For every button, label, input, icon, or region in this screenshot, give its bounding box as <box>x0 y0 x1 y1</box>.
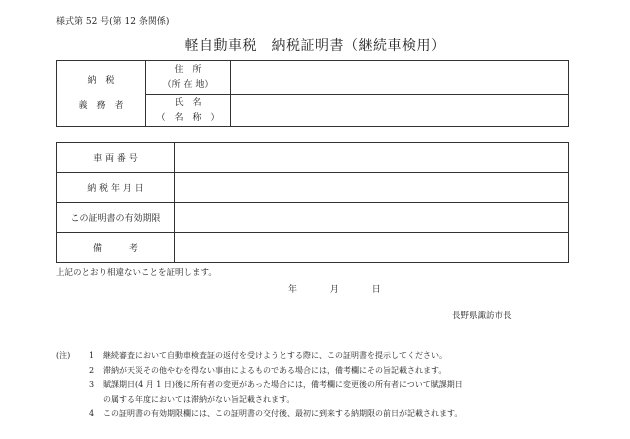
taxpayer-table <box>56 60 569 127</box>
form-number: 様式第 52 号(第 12 条関係) <box>56 17 170 27</box>
notes-prefix: (注) <box>56 351 71 360</box>
details-table <box>56 142 569 263</box>
certification-statement: 上記のとおり相違ないことを証明します。 <box>56 268 217 278</box>
address-value-field[interactable] <box>231 61 569 95</box>
note-number: 1 <box>89 351 95 360</box>
date-day: 日 <box>371 285 381 295</box>
note-item <box>56 349 463 364</box>
taxpayer-label-line1: 納 税 <box>87 75 115 86</box>
vehicle-number-label: 車 両 番 号 <box>57 143 175 173</box>
validity-field[interactable] <box>175 203 569 233</box>
document-title: 軽自動車税 納税証明書（継続車検用） <box>184 38 446 54</box>
notes-section <box>56 349 463 422</box>
remarks-field[interactable] <box>175 233 569 263</box>
note-text: 賦課期日(4 月 1 日)後に所有者の変更があった場合には，備考欄に変更後の所有者について賦課期日 <box>103 380 463 389</box>
vehicle-number-field[interactable] <box>175 143 569 173</box>
note-text: この証明書の有効期限欄には、この証明書の交付後、最初に到来する納期限の前日が記載されます。 <box>103 409 463 418</box>
note-text: 滞納が天災その他やむを得ない事由によるものである場合には，備考欄にその旨記載されます。 <box>103 365 447 375</box>
date-line <box>288 282 399 295</box>
note-number: 2 <box>89 365 95 375</box>
note-text: 継続審査において自動車検査証の返付を受けようとする際に、この証明書を提示してください。 <box>103 351 447 360</box>
name-label-2: （ 名 称 ） <box>156 112 220 123</box>
payment-date-label: 納 税 年 月 日 <box>57 173 175 203</box>
validity-label: この証明書の有効期限 <box>57 203 175 233</box>
remarks-label: 備 考 <box>57 233 175 263</box>
note-continuation: の属する年度においては滞納がない旨記載されます。 <box>103 394 295 404</box>
note-number: 4 <box>89 409 95 418</box>
date-year: 年 <box>288 285 298 295</box>
date-month: 月 <box>329 285 339 295</box>
taxpayer-label-line2: 義 務 者 <box>78 100 124 111</box>
name-label-1: 氏 名 <box>174 98 202 109</box>
note-item <box>56 407 463 422</box>
address-label-1: 住 所 <box>174 65 202 76</box>
name-label-cell <box>146 95 231 127</box>
payment-date-field[interactable] <box>175 173 569 203</box>
taxpayer-label-cell <box>57 61 146 127</box>
note-item <box>56 364 463 379</box>
address-label-2: （所 在 地） <box>162 79 214 90</box>
address-label-cell <box>146 61 231 95</box>
note-item <box>56 378 463 393</box>
name-value-field[interactable] <box>231 95 569 127</box>
issuer-name: 長野県諏訪市長 <box>452 311 512 321</box>
note-number: 3 <box>89 380 95 389</box>
